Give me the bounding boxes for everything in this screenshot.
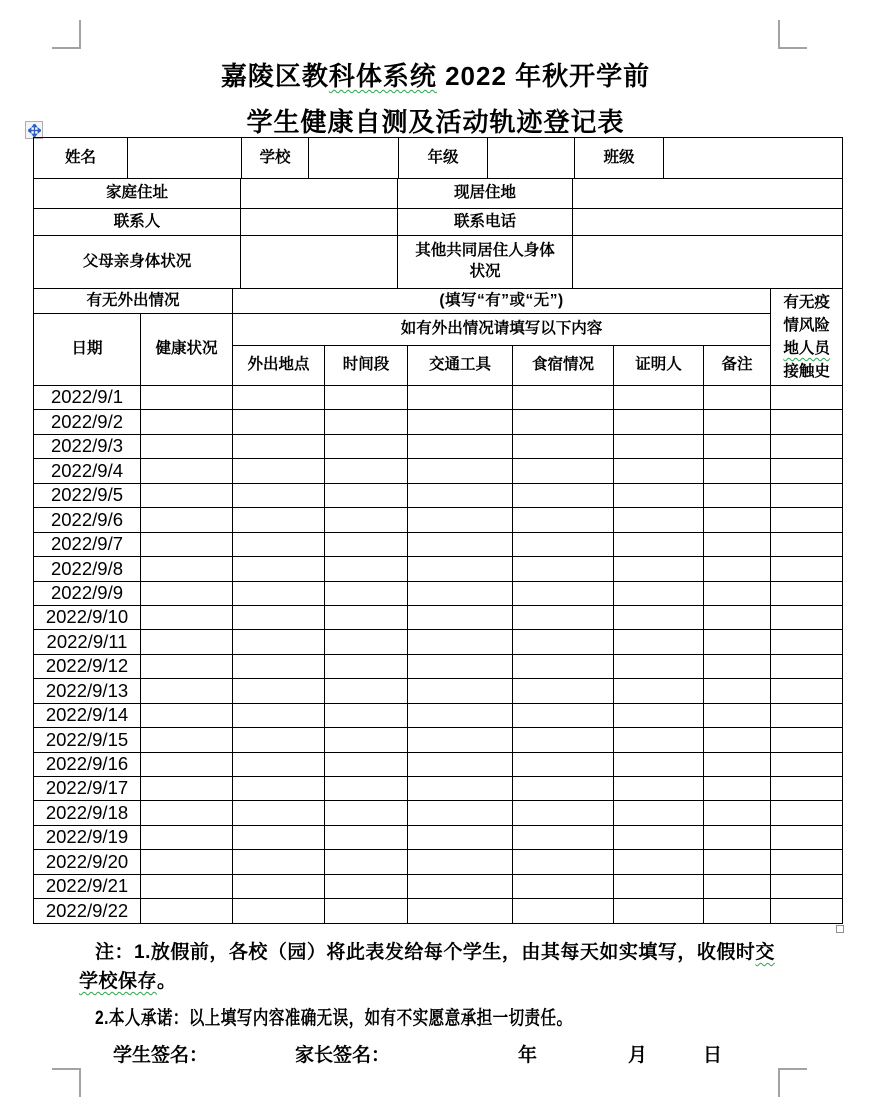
risk-contact-cell[interactable] <box>771 508 843 532</box>
epidemic-risk-contact-label: 有无疫 情风险 地人员 接触史 <box>771 289 843 386</box>
health-status-cell[interactable] <box>141 483 233 507</box>
date-label: 2022/9/8 <box>34 557 141 581</box>
transport-cell[interactable] <box>408 630 513 654</box>
health-status-cell[interactable] <box>141 801 233 825</box>
risk-contact-cell[interactable] <box>771 654 843 678</box>
current-residence-label: 现居住地 <box>398 179 573 209</box>
board-lodging-cell[interactable] <box>513 581 614 605</box>
transport-cell[interactable] <box>408 874 513 898</box>
date-label: 2022/9/19 <box>34 825 141 849</box>
time-period-cell[interactable] <box>325 752 408 776</box>
transport-cell[interactable] <box>408 728 513 752</box>
health-status-cell[interactable] <box>141 703 233 727</box>
contact-phone-label: 联系电话 <box>398 209 573 236</box>
date-row <box>34 703 843 727</box>
remarks-cell[interactable] <box>704 532 771 556</box>
transport-cell[interactable] <box>408 654 513 678</box>
witness-cell[interactable] <box>614 899 704 923</box>
time-period-cell[interactable] <box>325 777 408 801</box>
transport-cell[interactable] <box>408 581 513 605</box>
witness-cell[interactable] <box>614 752 704 776</box>
board-lodging-cell[interactable] <box>513 386 614 410</box>
outing-place-cell[interactable] <box>233 483 325 507</box>
witness-cell[interactable] <box>614 825 704 849</box>
transport-cell[interactable] <box>408 703 513 727</box>
witness-cell[interactable] <box>614 777 704 801</box>
risk-contact-cell[interactable] <box>771 777 843 801</box>
health-status-cell[interactable] <box>141 899 233 923</box>
transport-cell[interactable] <box>408 483 513 507</box>
date-label: 2022/9/9 <box>34 581 141 605</box>
time-period-cell[interactable] <box>325 874 408 898</box>
board-lodging-cell[interactable] <box>513 459 614 483</box>
health-status-cell[interactable] <box>141 874 233 898</box>
transport-cell[interactable] <box>408 532 513 556</box>
outing-details-section-header: 如有外出情况请填写以下内容 <box>233 314 771 346</box>
month-label: 月 <box>628 1045 648 1066</box>
transport-cell[interactable] <box>408 434 513 458</box>
date-row <box>34 630 843 654</box>
contact-phone-field[interactable] <box>573 209 843 236</box>
time-period-cell[interactable] <box>325 459 408 483</box>
date-label: 2022/9/1 <box>34 386 141 410</box>
transport-cell[interactable] <box>408 557 513 581</box>
outing-place-cell[interactable] <box>233 434 325 458</box>
date-row <box>34 386 843 410</box>
remarks-cell[interactable] <box>704 605 771 629</box>
date-row <box>34 483 843 507</box>
remarks-cell[interactable] <box>704 899 771 923</box>
witness-cell[interactable] <box>614 679 704 703</box>
name-label: 姓名 <box>34 138 128 179</box>
risk-contact-cell[interactable] <box>771 679 843 703</box>
board-lodging-header: 食宿情况 <box>513 346 614 386</box>
remarks-cell[interactable] <box>704 630 771 654</box>
time-period-cell[interactable] <box>325 386 408 410</box>
transport-header: 交通工具 <box>408 346 513 386</box>
outing-place-cell[interactable] <box>233 654 325 678</box>
health-status-cell[interactable] <box>141 410 233 434</box>
witness-header: 证明人 <box>614 346 704 386</box>
class-field[interactable] <box>664 138 843 179</box>
board-lodging-cell[interactable] <box>513 434 614 458</box>
outing-place-cell[interactable] <box>233 581 325 605</box>
contact-person-field[interactable] <box>241 209 398 236</box>
date-row <box>34 728 843 752</box>
date-row <box>34 605 843 629</box>
time-period-cell[interactable] <box>325 801 408 825</box>
transport-cell[interactable] <box>408 825 513 849</box>
health-status-cell[interactable] <box>141 654 233 678</box>
spellcheck-squiggle: 地人员 <box>783 340 830 357</box>
time-period-cell[interactable] <box>325 630 408 654</box>
date-label: 2022/9/4 <box>34 459 141 483</box>
outing-place-cell[interactable] <box>233 801 325 825</box>
time-period-cell[interactable] <box>325 703 408 727</box>
transport-cell[interactable] <box>408 605 513 629</box>
transport-cell[interactable] <box>408 850 513 874</box>
remarks-cell[interactable] <box>704 434 771 458</box>
outing-status-label: 有无外出情况 <box>34 289 233 314</box>
parents-health-field[interactable] <box>241 236 398 289</box>
date-row <box>34 825 843 849</box>
table-row <box>34 209 843 236</box>
outing-place-cell[interactable] <box>233 874 325 898</box>
transport-cell[interactable] <box>408 752 513 776</box>
date-label: 2022/9/21 <box>34 874 141 898</box>
table-row <box>34 236 843 289</box>
witness-cell[interactable] <box>614 630 704 654</box>
home-address-field[interactable] <box>241 179 398 209</box>
board-lodging-cell[interactable] <box>513 605 614 629</box>
witness-cell[interactable] <box>614 483 704 507</box>
table-row <box>34 289 843 314</box>
crop-mark-top-left-h <box>52 47 81 49</box>
parents-health-label: 父母亲身体状况 <box>34 236 241 289</box>
board-lodging-cell[interactable] <box>513 532 614 556</box>
witness-cell[interactable] <box>614 508 704 532</box>
board-lodging-cell[interactable] <box>513 679 614 703</box>
outing-place-cell[interactable] <box>233 508 325 532</box>
remarks-cell[interactable] <box>704 801 771 825</box>
outing-place-cell[interactable] <box>233 386 325 410</box>
health-status-cell[interactable] <box>141 728 233 752</box>
document-title-line1: 嘉陵区教科体系统 2022 年秋开学前 <box>220 61 651 91</box>
board-lodging-cell[interactable] <box>513 752 614 776</box>
date-label: 2022/9/22 <box>34 899 141 923</box>
time-period-cell[interactable] <box>325 483 408 507</box>
date-column-header: 日期 <box>34 314 141 386</box>
health-status-cell[interactable] <box>141 557 233 581</box>
document-title-line2: 学生健康自测及活动轨迹登记表 <box>246 107 625 137</box>
board-lodging-cell[interactable] <box>513 703 614 727</box>
board-lodging-cell[interactable] <box>513 899 614 923</box>
crop-mark-top-right-v <box>778 20 780 49</box>
date-label: 2022/9/14 <box>34 703 141 727</box>
outing-place-cell[interactable] <box>233 605 325 629</box>
risk-contact-cell[interactable] <box>771 752 843 776</box>
risk-contact-cell[interactable] <box>771 410 843 434</box>
remarks-cell[interactable] <box>704 386 771 410</box>
spellcheck-squiggle: 交 <box>755 942 775 963</box>
health-status-cell[interactable] <box>141 752 233 776</box>
crop-mark-bottom-left-v <box>79 1068 81 1097</box>
date-label: 2022/9/2 <box>34 410 141 434</box>
date-label: 2022/9/11 <box>34 630 141 654</box>
health-status-column-header: 健康状况 <box>141 314 233 386</box>
witness-cell[interactable] <box>614 874 704 898</box>
crop-mark-bottom-right-v <box>778 1068 780 1097</box>
health-status-cell[interactable] <box>141 434 233 458</box>
outing-place-cell[interactable] <box>233 850 325 874</box>
spellcheck-squiggle: 学校保存 <box>79 971 158 992</box>
board-lodging-cell[interactable] <box>513 508 614 532</box>
time-period-cell[interactable] <box>325 410 408 434</box>
cohabitants-health-label: 其他共同居住人身体 状况 <box>398 236 573 289</box>
risk-contact-cell[interactable] <box>771 728 843 752</box>
date-row <box>34 899 843 923</box>
outing-place-cell[interactable] <box>233 728 325 752</box>
health-status-cell[interactable] <box>141 630 233 654</box>
remarks-cell[interactable] <box>704 825 771 849</box>
date-label: 2022/9/13 <box>34 679 141 703</box>
remarks-cell[interactable] <box>704 777 771 801</box>
time-period-cell[interactable] <box>325 532 408 556</box>
transport-cell[interactable] <box>408 459 513 483</box>
school-field[interactable] <box>309 138 399 179</box>
health-status-cell[interactable] <box>141 532 233 556</box>
witness-cell[interactable] <box>614 850 704 874</box>
remarks-header: 备注 <box>704 346 771 386</box>
remarks-cell[interactable] <box>704 508 771 532</box>
date-label: 2022/9/7 <box>34 532 141 556</box>
date-row <box>34 532 843 556</box>
outing-place-cell[interactable] <box>233 459 325 483</box>
witness-cell[interactable] <box>614 703 704 727</box>
time-period-cell[interactable] <box>325 508 408 532</box>
board-lodging-cell[interactable] <box>513 630 614 654</box>
date-row <box>34 752 843 776</box>
health-status-cell[interactable] <box>141 850 233 874</box>
name-field[interactable] <box>128 138 242 179</box>
time-period-cell[interactable] <box>325 581 408 605</box>
witness-cell[interactable] <box>614 434 704 458</box>
daily-log-table <box>33 288 843 924</box>
board-lodging-cell[interactable] <box>513 850 614 874</box>
time-period-cell[interactable] <box>325 557 408 581</box>
risk-contact-cell[interactable] <box>771 483 843 507</box>
grade-label: 年级 <box>399 138 488 179</box>
outing-place-cell[interactable] <box>233 410 325 434</box>
transport-cell[interactable] <box>408 508 513 532</box>
remarks-cell[interactable] <box>704 459 771 483</box>
time-period-cell[interactable] <box>325 825 408 849</box>
outing-place-cell[interactable] <box>233 532 325 556</box>
time-period-header: 时间段 <box>325 346 408 386</box>
table-row <box>34 179 843 209</box>
crop-mark-bottom-left-h <box>52 1068 81 1070</box>
witness-cell[interactable] <box>614 532 704 556</box>
risk-contact-cell[interactable] <box>771 630 843 654</box>
outing-place-cell[interactable] <box>233 679 325 703</box>
transport-cell[interactable] <box>408 777 513 801</box>
outing-place-cell[interactable] <box>233 703 325 727</box>
board-lodging-cell[interactable] <box>513 874 614 898</box>
date-row <box>34 459 843 483</box>
remarks-cell[interactable] <box>704 703 771 727</box>
remarks-cell[interactable] <box>704 874 771 898</box>
remarks-cell[interactable] <box>704 679 771 703</box>
date-label: 2022/9/17 <box>34 777 141 801</box>
crop-mark-top-right-h <box>778 47 807 49</box>
health-status-cell[interactable] <box>141 825 233 849</box>
contact-person-label: 联系人 <box>34 209 241 236</box>
date-label: 2022/9/18 <box>34 801 141 825</box>
witness-cell[interactable] <box>614 728 704 752</box>
outing-place-cell[interactable] <box>233 899 325 923</box>
student-identity-table <box>33 137 843 179</box>
risk-contact-cell[interactable] <box>771 605 843 629</box>
outing-place-cell[interactable] <box>233 777 325 801</box>
witness-cell[interactable] <box>614 459 704 483</box>
witness-cell[interactable] <box>614 605 704 629</box>
board-lodging-cell[interactable] <box>513 483 614 507</box>
risk-contact-cell[interactable] <box>771 459 843 483</box>
transport-cell[interactable] <box>408 410 513 434</box>
risk-contact-cell[interactable] <box>771 557 843 581</box>
health-status-cell[interactable] <box>141 581 233 605</box>
witness-cell[interactable] <box>614 557 704 581</box>
health-status-cell[interactable] <box>141 508 233 532</box>
date-row <box>34 581 843 605</box>
date-row <box>34 410 843 434</box>
date-label: 2022/9/5 <box>34 483 141 507</box>
witness-cell[interactable] <box>614 386 704 410</box>
date-label: 2022/9/20 <box>34 850 141 874</box>
remarks-cell[interactable] <box>704 410 771 434</box>
risk-contact-cell[interactable] <box>771 532 843 556</box>
witness-cell[interactable] <box>614 801 704 825</box>
day-label: 日 <box>703 1045 723 1066</box>
move-cross-icon <box>28 124 41 137</box>
year-label: 年 <box>518 1045 538 1066</box>
board-lodging-cell[interactable] <box>513 728 614 752</box>
date-row <box>34 434 843 458</box>
cohabitants-health-field[interactable] <box>573 236 843 289</box>
risk-contact-cell[interactable] <box>771 850 843 874</box>
outing-place-header: 外出地点 <box>233 346 325 386</box>
health-status-cell[interactable] <box>141 777 233 801</box>
crop-mark-bottom-right-h <box>778 1068 807 1070</box>
school-label: 学校 <box>242 138 309 179</box>
table-row <box>34 138 843 179</box>
date-row <box>34 850 843 874</box>
risk-contact-cell[interactable] <box>771 899 843 923</box>
registration-form-table <box>33 137 843 924</box>
remarks-cell[interactable] <box>704 654 771 678</box>
time-period-cell[interactable] <box>325 654 408 678</box>
risk-contact-cell[interactable] <box>771 581 843 605</box>
health-status-cell[interactable] <box>141 386 233 410</box>
class-label: 班级 <box>575 138 664 179</box>
outing-place-cell[interactable] <box>233 825 325 849</box>
time-period-cell[interactable] <box>325 728 408 752</box>
board-lodging-cell[interactable] <box>513 410 614 434</box>
transport-cell[interactable] <box>408 899 513 923</box>
outing-fill-hint[interactable]: (填写“有”或“无”) <box>233 289 771 314</box>
time-period-cell[interactable] <box>325 434 408 458</box>
student-signature-label: 学生签名： <box>113 1045 209 1066</box>
grade-field[interactable] <box>488 138 575 179</box>
risk-contact-cell[interactable] <box>771 874 843 898</box>
remarks-cell[interactable] <box>704 483 771 507</box>
table-row <box>34 314 843 346</box>
note-line-3: 2.本人承诺：以上填写内容准确无误，如有不实愿意承担一切责任。 <box>95 1008 573 1029</box>
remarks-cell[interactable] <box>704 557 771 581</box>
time-period-cell[interactable] <box>325 605 408 629</box>
date-row <box>34 508 843 532</box>
transport-cell[interactable] <box>408 801 513 825</box>
transport-cell[interactable] <box>408 386 513 410</box>
board-lodging-cell[interactable] <box>513 777 614 801</box>
board-lodging-cell[interactable] <box>513 654 614 678</box>
date-row <box>34 679 843 703</box>
note-line-1: 注：1.放假前，各校（园）将此表发给每个学生，由其每天如实填写，收假时交 <box>95 942 775 963</box>
date-row <box>34 777 843 801</box>
health-status-cell[interactable] <box>141 459 233 483</box>
date-rows <box>34 386 843 924</box>
home-address-label: 家庭住址 <box>34 179 241 209</box>
outing-place-cell[interactable] <box>233 630 325 654</box>
risk-contact-cell[interactable] <box>771 434 843 458</box>
note-line-2: 学校保存。 <box>79 971 177 992</box>
transport-cell[interactable] <box>408 679 513 703</box>
risk-contact-cell[interactable] <box>771 703 843 727</box>
parent-signature-label: 家长签名： <box>295 1045 391 1066</box>
date-label: 2022/9/15 <box>34 728 141 752</box>
date-row <box>34 654 843 678</box>
date-label: 2022/9/3 <box>34 434 141 458</box>
paragraph-mark-icon <box>836 925 844 933</box>
remarks-cell[interactable] <box>704 581 771 605</box>
outing-place-cell[interactable] <box>233 752 325 776</box>
remarks-cell[interactable] <box>704 752 771 776</box>
date-label: 2022/9/6 <box>34 508 141 532</box>
remarks-cell[interactable] <box>704 850 771 874</box>
health-status-cell[interactable] <box>141 679 233 703</box>
risk-contact-cell[interactable] <box>771 386 843 410</box>
outing-place-cell[interactable] <box>233 557 325 581</box>
date-label: 2022/9/10 <box>34 605 141 629</box>
spellcheck-squiggle: 科体系统 <box>328 61 437 91</box>
date-label: 2022/9/16 <box>34 752 141 776</box>
date-label: 2022/9/12 <box>34 654 141 678</box>
time-period-cell[interactable] <box>325 850 408 874</box>
witness-cell[interactable] <box>614 654 704 678</box>
board-lodging-cell[interactable] <box>513 557 614 581</box>
witness-cell[interactable] <box>614 581 704 605</box>
current-residence-field[interactable] <box>573 179 843 209</box>
date-row <box>34 874 843 898</box>
time-period-cell[interactable] <box>325 679 408 703</box>
remarks-cell[interactable] <box>704 728 771 752</box>
household-info-table <box>33 178 843 289</box>
board-lodging-cell[interactable] <box>513 801 614 825</box>
board-lodging-cell[interactable] <box>513 825 614 849</box>
risk-contact-cell[interactable] <box>771 801 843 825</box>
time-period-cell[interactable] <box>325 899 408 923</box>
date-row <box>34 557 843 581</box>
crop-mark-top-left-v <box>79 20 81 49</box>
witness-cell[interactable] <box>614 410 704 434</box>
risk-contact-cell[interactable] <box>771 825 843 849</box>
health-status-cell[interactable] <box>141 605 233 629</box>
date-row <box>34 801 843 825</box>
